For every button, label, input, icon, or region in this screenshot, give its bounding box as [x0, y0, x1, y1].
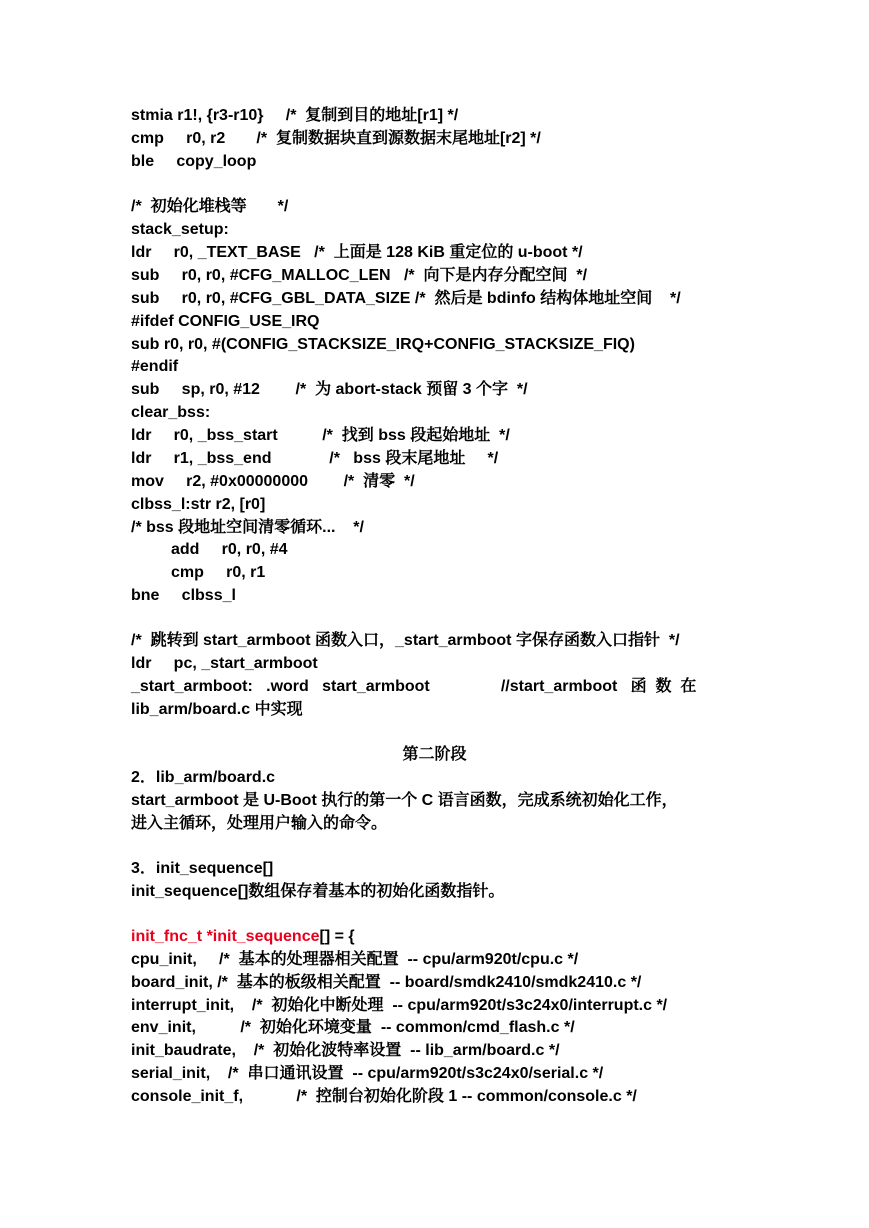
- code-line: bne clbss_l: [131, 587, 236, 604]
- code-comment: /* 初始化堆栈等 */: [131, 198, 289, 215]
- code-line: serial_init, /* 串口通讯设置 -- cpu/arm920t/s3c24x0/serial.c */: [131, 1065, 604, 1082]
- code-line: add r0, r0, #4: [131, 541, 288, 558]
- init-sequence-declaration: [131, 926, 355, 948]
- code-line: board_init, /* 基本的板级相关配置 -- board/smdk2410/smdk2410.c */: [131, 974, 642, 991]
- code-comment: /* bss 段地址空间清零循环... */: [131, 519, 364, 536]
- code-line: stmia r1!, {r3-r10} /* 复制到目的地址[r1] */: [131, 107, 459, 124]
- code-line: interrupt_init, /* 初始化中断处理 -- cpu/arm920t/s3c24x0/interrupt.c */: [131, 997, 668, 1014]
- code-line: #ifdef CONFIG_USE_IRQ: [131, 313, 320, 330]
- code-line: ldr pc, _start_armboot: [131, 655, 318, 672]
- declaration-highlight: init_fnc_t *init_sequence: [131, 928, 320, 945]
- code-line: sub r0, r0, #(CONFIG_STACKSIZE_IRQ+CONFIG_STACKSIZE_FIQ): [131, 336, 635, 353]
- paragraph-line: start_armboot 是 U-Boot 执行的第一个 C 语言函数，完成系统初始化工作，: [131, 792, 678, 809]
- code-line: ble copy_loop: [131, 153, 257, 170]
- code-line: sub sp, r0, #12 /* 为 abort-stack 预留 3 个字 */: [131, 381, 528, 398]
- declaration-rest: [] = {: [319, 928, 355, 945]
- code-line: sub r0, r0, #CFG_MALLOC_LEN /* 向下是内存分配空间 */: [131, 267, 588, 284]
- code-line: cmp r0, r1: [131, 564, 266, 581]
- code-line: env_init, /* 初始化环境变量 -- common/cmd_flash.c */: [131, 1019, 575, 1036]
- heading-board-c: 2．lib_arm/board.c: [131, 769, 276, 786]
- code-line: init_baudrate, /* 初始化波特率设置 -- lib_arm/board.c */: [131, 1042, 560, 1059]
- code-label: stack_setup:: [131, 221, 229, 238]
- code-line: cpu_init, /* 基本的处理器相关配置 -- cpu/arm920t/cpu.c */: [131, 951, 579, 968]
- code-line: cmp r0, r2 /* 复制数据块直到源数据末尾地址[r2] */: [131, 130, 541, 147]
- code-line: mov r2, #0x00000000 /* 清零 */: [131, 473, 415, 490]
- code-line: clbss_l:str r2, [r0]: [131, 496, 266, 513]
- code-line: ldr r0, _bss_start /* 找到 bss 段起始地址 */: [131, 427, 510, 444]
- paragraph-line: 进入主循环，处理用户输入的命令。: [131, 815, 388, 832]
- paragraph-line: init_sequence[]数组保存着基本的初始化函数指针。: [131, 883, 505, 900]
- code-line: ldr r1, _bss_end /* bss 段末尾地址 */: [131, 450, 499, 467]
- code-label: clear_bss:: [131, 404, 211, 421]
- heading-init-sequence: 3．init_sequence[]: [131, 860, 274, 877]
- section-title: 第二阶段: [402, 746, 467, 763]
- code-comment: /* 跳转到 start_armboot 函数入口，_start_armboot 字保存函数入口指针 */: [131, 632, 680, 649]
- code-line: #endif: [131, 358, 179, 375]
- code-line: console_init_f, /* 控制台初始化阶段 1 -- common/console.c */: [131, 1088, 637, 1105]
- code-line: lib_arm/board.c 中实现: [131, 701, 303, 718]
- code-line: _start_armboot: .word start_armboot //start_armboot 函 数 在: [131, 678, 697, 695]
- code-line: ldr r0, _TEXT_BASE /* 上面是 128 KiB 重定位的 u-boot */: [131, 244, 583, 261]
- code-line: sub r0, r0, #CFG_GBL_DATA_SIZE /* 然后是 bdinfo 结构体地址空间 */: [131, 290, 681, 307]
